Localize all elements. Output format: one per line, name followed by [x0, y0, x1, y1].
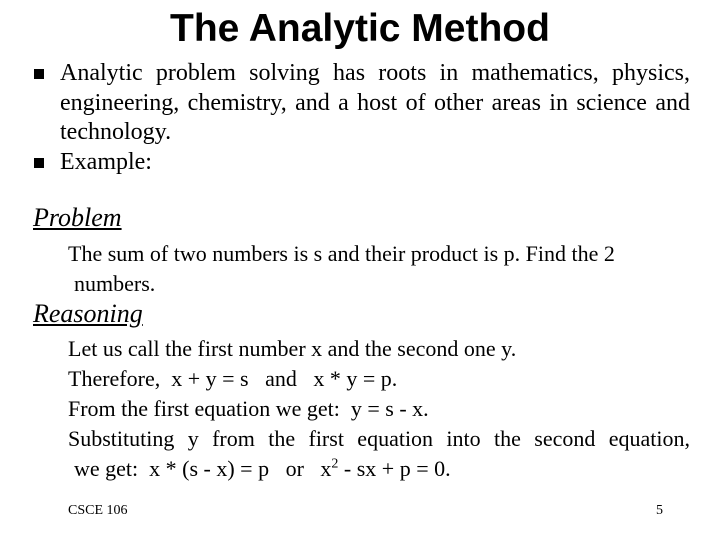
slide-title: The Analytic Method — [170, 7, 550, 50]
bullet-list — [28, 59, 690, 177]
reasoning-line: Therefore, x + y = s and x * y = p. — [68, 366, 398, 391]
bullet-item — [28, 59, 690, 148]
reasoning-line: Substituting y from the first equation into the second equation, — [68, 426, 690, 451]
bullet-text: Example: — [60, 148, 152, 175]
reasoning-equation-line — [68, 454, 690, 484]
footer-course: CSCE 106 — [68, 503, 128, 518]
problem-text — [68, 239, 690, 299]
bullet-text: Analytic problem solving has roots in mathematics, physics, engineering, chemistry, and a host of other areas in science and technology. — [60, 60, 690, 145]
bullet-item — [28, 148, 690, 178]
reasoning-line: From the first equation we get: y = s - x. — [68, 396, 429, 421]
problem-heading: Problem — [33, 203, 122, 232]
reasoning-line: Let us call the first number x and the second one y. — [68, 336, 517, 361]
problem-line: The sum of two numbers is s and their product is p. Find the 2 — [68, 241, 615, 266]
reasoning-heading: Reasoning — [33, 299, 143, 328]
page-number: 5 — [656, 503, 663, 518]
equation-text: we get: x * (s - x) = p or x — [74, 456, 332, 481]
square-bullet-icon — [34, 158, 44, 168]
exponent: 2 — [331, 456, 339, 472]
equation-text: - sx + p = 0. — [338, 456, 451, 481]
problem-line: numbers. — [74, 271, 156, 296]
square-bullet-icon — [34, 69, 44, 79]
reasoning-text — [68, 334, 690, 484]
